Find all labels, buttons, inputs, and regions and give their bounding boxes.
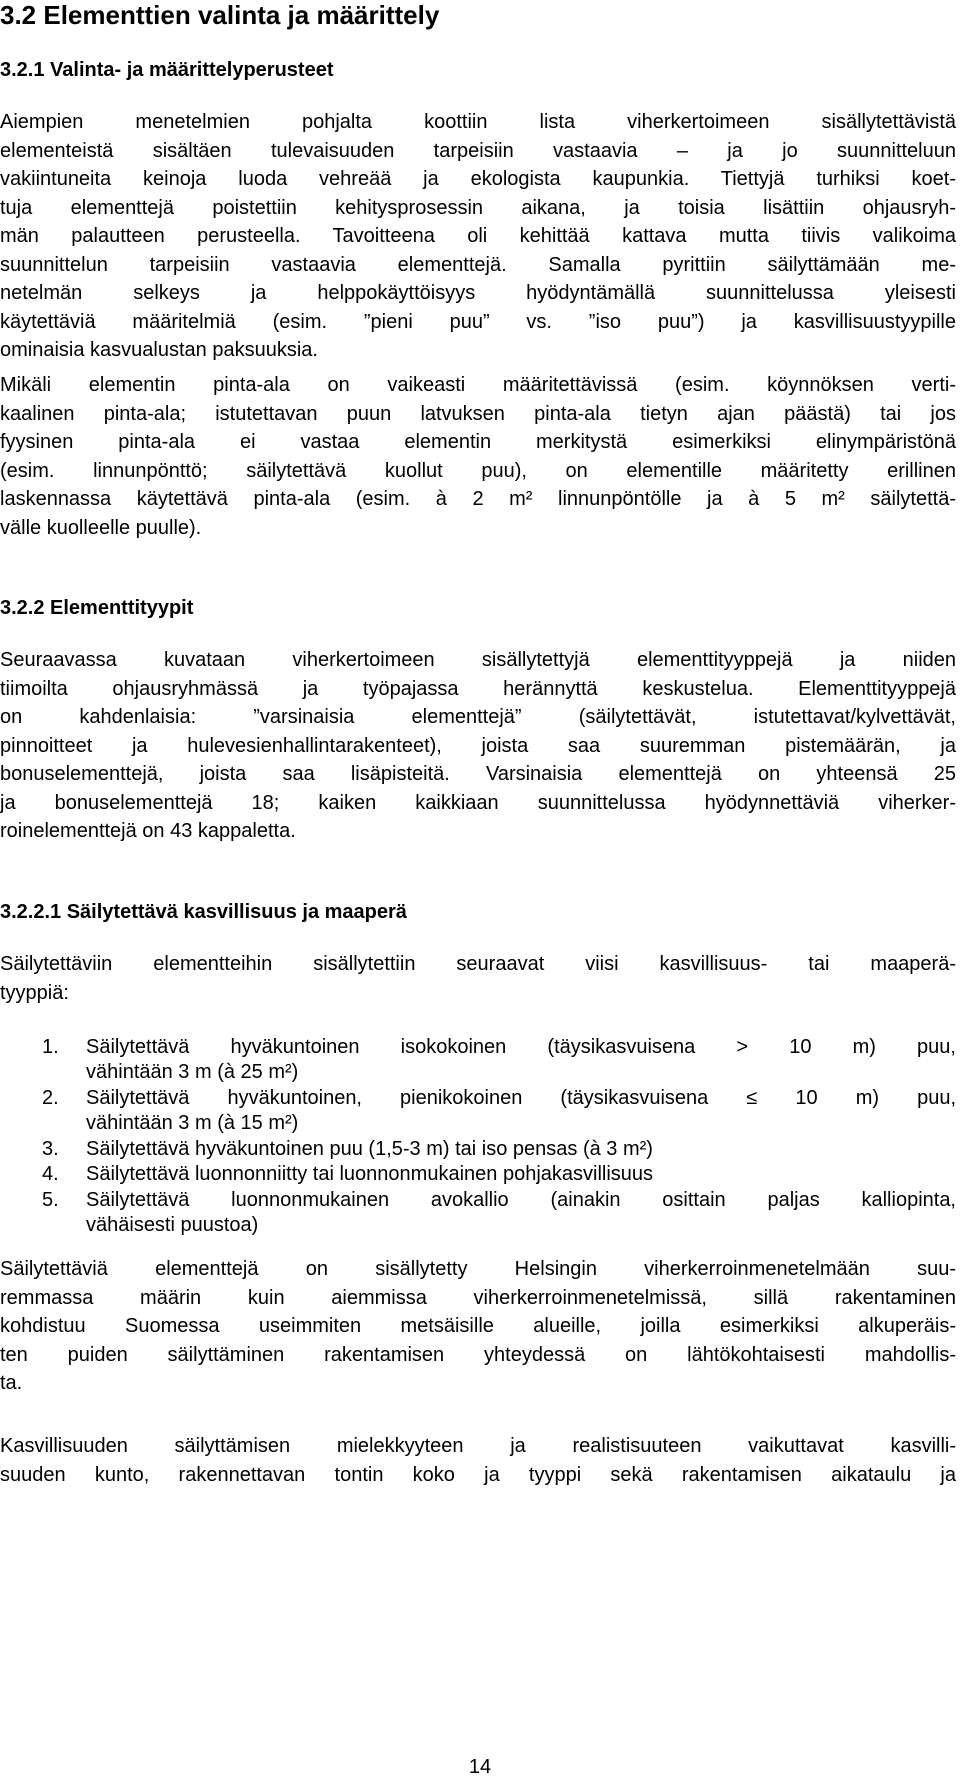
text-line: Kasvillisuuden säilyttämisen mielekkyyteen ja realistisuuteen vaikuttavat kasvilli- — [0, 1435, 956, 1457]
text-line: bonuselementtejä, joista saa lisäpisteitä. Varsinaisia elementtejä on yhteensä 25 — [0, 763, 956, 785]
list-item-number: 2. — [42, 1087, 59, 1109]
text-line: tyyppiä: — [0, 981, 69, 1004]
text-line: Säilytettäviin elementteihin sisällytettiin seuraavat viisi kasvillisuus- tai maaperä- — [0, 953, 956, 975]
text-line: tuja elementtejä poistettiin kehitysprosessin aikana, ja toisia lisättiin ohjausryh- — [0, 196, 956, 219]
text-line: välle kuolleelle puulle). — [0, 516, 202, 539]
text-line: laskennassa käytettävä pinta-ala (esim. à 2 m² linnunpöntölle ja à 5 m² säilytettä- — [0, 488, 956, 510]
text-line: ja bonuselementtejä 18; kaiken kaikkiaan suunnittelussa hyödynnettäviä viherker- — [0, 791, 956, 814]
list-item-text: vähintään 3 m (à 15 m²) — [86, 1112, 299, 1134]
text-line: Seuraavassa kuvataan viherkertoimeen sisällytettyjä elementtityyppejä ja niiden — [0, 649, 956, 671]
section-heading-3-2: 3.2 Elementtien valinta ja määrittely — [0, 0, 440, 30]
text-line: ominaisia kasvualustan paksuuksia. — [0, 339, 318, 361]
list-item-number: 3. — [42, 1138, 59, 1160]
list-item-text: Säilytettävä hyväkuntoinen puu (1,5-3 m) tai iso pensas (à 3 m²) — [86, 1138, 653, 1160]
section-heading-3-2-2: 3.2.2 Elementtityypit — [0, 597, 194, 619]
text-line: elementeistä sisältäen tulevaisuuden tarpeisiin vastaavia – ja jo suunnitteluun — [0, 139, 956, 162]
text-line: kohdistuu Suomessa useimmiten metsäisille alueille, joilla esimerkiksi alkuperäis- — [0, 1315, 956, 1337]
list-item-text: vähintään 3 m (à 25 m²) — [86, 1061, 299, 1083]
section-heading-3-2-1: 3.2.1 Valinta- ja määrittelyperusteet — [0, 59, 334, 81]
list-item-number: 1. — [42, 1036, 59, 1058]
list-item-number: 5. — [42, 1189, 59, 1211]
text-line: suunnittelun tarpeisiin vastaavia elementtejä. Samalla pyrittiin säilyttämään me- — [0, 253, 956, 276]
list-item-text: vähäisesti puustoa) — [86, 1214, 259, 1236]
text-line: roinelementtejä on 43 kappaletta. — [0, 820, 296, 842]
text-line: (esim. linnunpönttö; säilytettävä kuollut puu), on elementille määritetty erillinen — [0, 459, 956, 482]
text-line: käytettäviä määritelmiä (esim. ”pieni puu” vs. ”iso puu”) ja kasvillisuustyypille — [0, 310, 956, 333]
text-line: fyysinen pinta-ala ei vastaa elementin merkitystä esimerkiksi elinympäristönä — [0, 431, 956, 453]
text-line: netelmän selkeys ja helppokäyttöisyys hyödyntämällä suunnittelussa yleisesti — [0, 282, 956, 304]
text-line: tiimoilta ohjausryhmässä ja työpajassa herännyttä keskustelua. Elementtityyppejä — [0, 677, 956, 700]
list-item-text: Säilytettävä luonnonmukainen avokallio (ainakin osittain paljas kalliopinta, — [86, 1189, 956, 1211]
text-line: ten puiden säilyttäminen rakentamisen yhteydessä on lähtökohtaisesti mahdollis- — [0, 1343, 956, 1366]
text-line: pinnoitteet ja hulevesienhallintarakenteet), joista saa suuremman pistemäärän, ja — [0, 734, 956, 757]
text-line: vakiintuneita keinoja luoda vehreää ja ekologista kaupunkia. Tiettyjä turhiksi koet- — [0, 168, 956, 190]
section-heading-3-2-2-1: 3.2.2.1 Säilytettävä kasvillisuus ja maaperä — [0, 901, 407, 923]
list-item-number: 4. — [42, 1163, 59, 1185]
list-item-text: Säilytettävä luonnonniitty tai luonnonmukainen pohjakasvillisuus — [86, 1163, 654, 1185]
text-line: män palautteen perusteella. Tavoitteena oli kehittää kattava mutta tiivis valikoima — [0, 225, 956, 247]
text-line: Säilytettäviä elementtejä on sisällytetty Helsingin viherkerroinmenetelmään suu- — [0, 1258, 956, 1280]
text-line: ta. — [0, 1372, 23, 1394]
text-line: on kahdenlaisia: ”varsinaisia elementtejä” (säilytettävät, istutettavat/kylvettävät, — [0, 706, 956, 728]
list-item-text: Säilytettävä hyväkuntoinen isokokoinen (täysikasvuisena > 10 m) puu, — [86, 1036, 956, 1058]
text-line: suuden kunto, rakennettavan tontin koko ja tyyppi sekä rakentamisen aikataulu ja — [0, 1463, 956, 1486]
text-line: remmassa määrin kuin aiemmissa viherkerroinmenetelmissä, sillä rakentaminen — [0, 1286, 956, 1309]
text-line: Mikäli elementin pinta-ala on vaikeasti määritettävissä (esim. köynnöksen verti- — [0, 374, 956, 396]
list-item-text: Säilytettävä hyväkuntoinen, pienikokoinen (täysikasvuisena ≤ 10 m) puu, — [86, 1087, 956, 1109]
text-line: kaalinen pinta-ala; istutettavan puun latvuksen pinta-ala tietyn ajan päästä) tai jos — [0, 402, 956, 425]
page-number: 14 — [468, 1756, 492, 1778]
text-line: Aiempien menetelmien pohjalta koottiin lista viherkertoimeen sisällytettävistä — [0, 111, 956, 133]
